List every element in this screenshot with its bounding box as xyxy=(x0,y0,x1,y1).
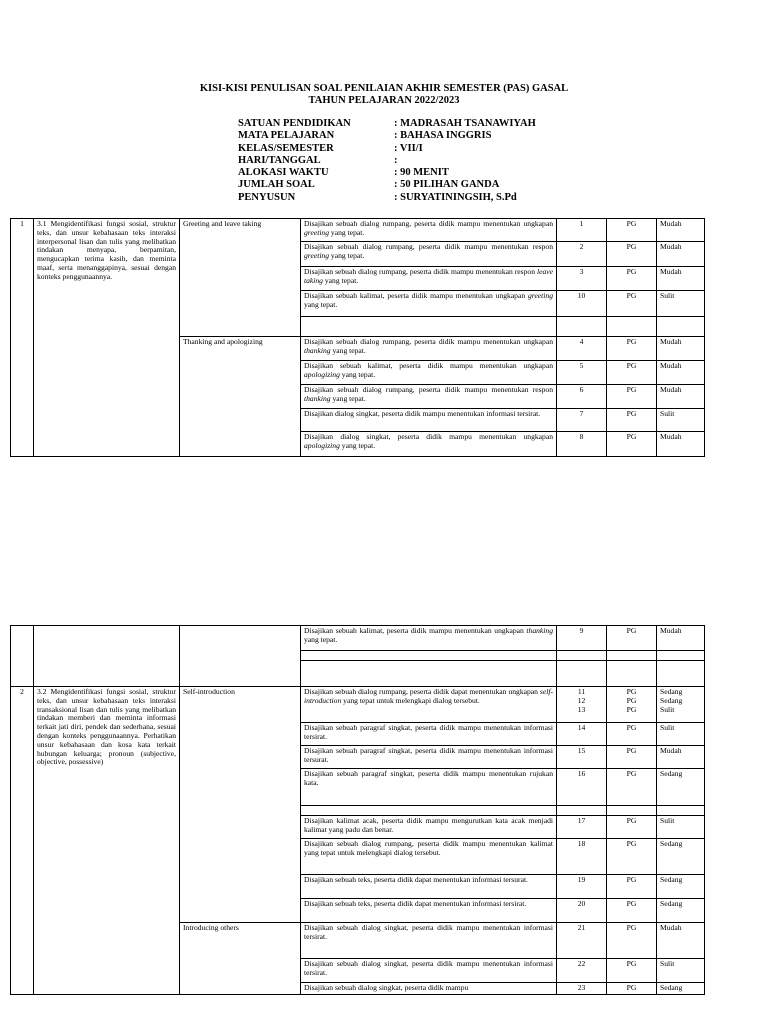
indikator-cell: Disajikan sebuah dialog rumpang, peserta didik mampu menentukan respon greeting yang tepat. xyxy=(301,242,557,267)
kompetensi-dasar: 3.1 Mengidentifikasi fungsi sosial, struktur teks, dan unsur kebahasaan teks interaksi interpersonal lisan dan tulis yang melibatkan tindakan menyapa, berpamitan, mengucapkan terima kasih, dan meminta maaf, serta menanggapinya, sesuai dengan konteks penggunaannya. xyxy=(34,219,180,457)
soal-number: 3 xyxy=(557,267,607,291)
bentuk-soal: PG xyxy=(607,983,657,995)
level-soal: Sulit xyxy=(657,409,705,432)
empty-cell xyxy=(557,806,607,816)
soal-number: 11 12 13 xyxy=(557,687,607,723)
empty-cell xyxy=(607,661,657,687)
empty-cell xyxy=(607,806,657,816)
header-label: JUMLAH SOAL xyxy=(238,179,315,191)
indikator-cell: Disajikan sebuah dialog rumpang, peserta didik mampu menentukan ungkapan thanking yang tepat. xyxy=(301,337,557,361)
level-soal: Mudah xyxy=(657,361,705,385)
header-label: KELAS/SEMESTER xyxy=(238,142,334,154)
level-soal: Sedang Sedang Sulit xyxy=(657,687,705,723)
indikator-cell: Disajikan sebuah teks, peserta didik dapat menentukan informasi tersurat. xyxy=(301,875,557,899)
empty-cell xyxy=(607,317,657,337)
header-field-kelas-semester xyxy=(238,143,536,155)
empty-cell xyxy=(557,661,607,687)
indikator-cell: Disajikan sebuah dialog singkat, peserta didik mampu xyxy=(301,983,557,995)
empty-cell xyxy=(557,317,607,337)
level-soal: Sulit xyxy=(657,816,705,839)
empty-cell xyxy=(301,651,557,661)
soal-number: 21 xyxy=(557,923,607,959)
empty-cell xyxy=(301,317,557,337)
soal-number: 8 xyxy=(557,432,607,457)
level-soal: Mudah xyxy=(657,385,705,409)
header-value: : 90 MENIT xyxy=(394,167,449,179)
bentuk-soal: PG xyxy=(607,409,657,432)
soal-number: 10 xyxy=(557,291,607,317)
soal-number: 7 xyxy=(557,409,607,432)
materi-introducing-others: Introducing others xyxy=(180,923,301,995)
indikator-cell: Disajikan sebuah dialog rumpang, peserta didik mampu menentukan respon thanking yang tepat. xyxy=(301,385,557,409)
indikator-cell: Disajikan sebuah teks, peserta didik dapat menentukan informasi tersirat. xyxy=(301,899,557,923)
header-value: : SURYATININGSIH, S.Pd xyxy=(394,191,517,203)
header-field-alokasi-waktu xyxy=(238,167,536,179)
soal-number: 19 xyxy=(557,875,607,899)
header-fields xyxy=(238,118,536,204)
indikator-cell: Disajikan sebuah paragraf singkat, peserta didik mampu menentukan informasi tersurat. xyxy=(301,746,557,769)
empty-cell xyxy=(301,661,557,687)
header-label: HARI/TANGGAL xyxy=(238,154,321,166)
level-soal: Mudah xyxy=(657,267,705,291)
level-soal: Sedang xyxy=(657,769,705,806)
empty-cell xyxy=(11,626,34,687)
bentuk-soal: PG xyxy=(607,723,657,746)
header-label: ALOKASI WAKTU xyxy=(238,167,329,179)
materi-thanking: Thanking and apologizing xyxy=(180,337,301,457)
bentuk-soal: PG xyxy=(607,337,657,361)
grid-table-2 xyxy=(10,625,705,995)
header-value: : MADRASAH TSANAWIYAH xyxy=(394,118,536,129)
soal-number: 5 xyxy=(557,361,607,385)
materi-self-introduction: Self-introduction xyxy=(180,687,301,923)
kompetensi-dasar: 3.2 Mengidentifikasi fungsi sosial, struktur teks, dan unsur kebahasaan teks interaksi transaksional lisan dan tulis yang melibatkan tindakan memberi dan meminta informasi terkait jati diri, pendek dan sederhana, sesuai dengan konteks penggunaannya. Perhatikan unsur kebahasaan dan kosa kata terkait hubungan keluarga; pronoun (subjective, objective, possessive) xyxy=(34,687,180,995)
soal-number: 14 xyxy=(557,723,607,746)
header-label: MATA PELAJARAN xyxy=(238,130,335,142)
bentuk-soal: PG xyxy=(607,923,657,959)
soal-number: 16 xyxy=(557,769,607,806)
empty-cell xyxy=(657,651,705,661)
bentuk-soal: PG PG PG xyxy=(607,687,657,723)
soal-number: 23 xyxy=(557,983,607,995)
header-value: : VII/I xyxy=(394,142,423,154)
bentuk-soal: PG xyxy=(607,361,657,385)
empty-cell xyxy=(34,626,180,687)
header-field-jumlah-soal xyxy=(238,179,536,191)
bentuk-soal: PG xyxy=(607,626,657,651)
level-soal: Mudah xyxy=(657,746,705,769)
header-field-penyusun xyxy=(238,192,536,204)
indikator-cell: Disajikan dialog singkat, peserta didik mampu menentukan ungkapan apologizing yang tepat. xyxy=(301,432,557,457)
bentuk-soal: PG xyxy=(607,432,657,457)
level-soal: Mudah xyxy=(657,242,705,267)
soal-number: 9 xyxy=(557,626,607,651)
header-value: : BAHASA INGGRIS xyxy=(394,130,492,142)
document-subtitle: TAHUN PELAJARAN 2022/2023 xyxy=(308,95,460,106)
soal-number: 20 xyxy=(557,899,607,923)
soal-number: 2 xyxy=(557,242,607,267)
soal-number: 4 xyxy=(557,337,607,361)
indikator-cell: Disajikan sebuah dialog singkat, peserta didik mampu menentukan informasi tersirat. xyxy=(301,923,557,959)
header-field-satuan-pendidikan xyxy=(238,118,536,130)
materi-greeting: Greeting and leave taking xyxy=(180,219,301,337)
empty-cell xyxy=(657,806,705,816)
level-soal: Mudah xyxy=(657,626,705,651)
level-soal: Sulit xyxy=(657,959,705,983)
header-field-hari-tanggal xyxy=(238,155,536,167)
soal-number: 1 xyxy=(557,219,607,242)
bentuk-soal: PG xyxy=(607,769,657,806)
soal-number: 17 xyxy=(557,816,607,839)
level-soal: Mudah xyxy=(657,432,705,457)
bentuk-soal: PG xyxy=(607,219,657,242)
row-number: 1 xyxy=(11,219,34,457)
indikator-cell: Disajikan kalimat acak, peserta didik mampu mengurutkan kata acak menjadi kalimat yang padu dan benar. xyxy=(301,816,557,839)
soal-number: 18 xyxy=(557,839,607,875)
level-soal: Sedang xyxy=(657,899,705,923)
document-title: KISI-KISI PENULISAN SOAL PENILAIAN AKHIR SEMESTER (PAS) GASAL xyxy=(199,83,569,94)
header-value: : 50 PILIHAN GANDA xyxy=(394,179,500,191)
indikator-cell: Disajikan sebuah kalimat, peserta didik mampu menentukan ungkapan thanking yang tepat. xyxy=(301,626,557,651)
table-row xyxy=(11,219,705,242)
level-soal: Mudah xyxy=(657,219,705,242)
indikator-cell: Disajikan dialog singkat, peserta didik mampu menentukan informasi tersirat. xyxy=(301,409,557,432)
empty-cell xyxy=(557,651,607,661)
empty-cell xyxy=(657,317,705,337)
bentuk-soal: PG xyxy=(607,291,657,317)
bentuk-soal: PG xyxy=(607,385,657,409)
empty-cell xyxy=(607,651,657,661)
header-value: : xyxy=(394,154,398,166)
level-soal: Sulit xyxy=(657,291,705,317)
row-number: 2 xyxy=(11,687,34,995)
header-label: PENYUSUN xyxy=(238,191,296,203)
level-soal: Sedang xyxy=(657,983,705,995)
indikator-cell: Disajikan sebuah paragraf singkat, peserta didik mampu menentukan informasi tersirat. xyxy=(301,723,557,746)
soal-number: 15 xyxy=(557,746,607,769)
bentuk-soal: PG xyxy=(607,839,657,875)
indikator-cell: Disajikan sebuah dialog rumpang, peserta didik mampu menentukan ungkapan greeting yang tepat. xyxy=(301,219,557,242)
header-field-mata-pelajaran xyxy=(238,130,536,142)
bentuk-soal: PG xyxy=(607,899,657,923)
soal-number: 6 xyxy=(557,385,607,409)
grid-table-1 xyxy=(10,218,705,457)
empty-cell xyxy=(301,806,557,816)
level-soal: Sedang xyxy=(657,875,705,899)
empty-cell xyxy=(657,661,705,687)
indikator-cell: Disajikan sebuah dialog rumpang, peserta didik mampu menentukan kalimat yang tepat untuk melengkapi dialog tersebut. xyxy=(301,839,557,875)
bentuk-soal: PG xyxy=(607,875,657,899)
indikator-cell: Disajikan sebuah dialog rumpang, peserta didik dapat menentukan ungkapan self-introduction yang tepat untuk melengkapi dialog tersebut. xyxy=(301,687,557,723)
header-label: SATUAN PENDIDIKAN xyxy=(238,118,351,129)
indikator-cell: Disajikan sebuah paragraf singkat, peserta didik mampu menentukan rujukan kata. xyxy=(301,769,557,806)
indikator-cell: Disajikan sebuah kalimat, peserta didik mampu menentukan ungkapan apologizing yang tepat. xyxy=(301,361,557,385)
table-row xyxy=(11,687,705,723)
bentuk-soal: PG xyxy=(607,816,657,839)
bentuk-soal: PG xyxy=(607,242,657,267)
level-soal: Mudah xyxy=(657,923,705,959)
level-soal: Mudah xyxy=(657,337,705,361)
soal-number: 22 xyxy=(557,959,607,983)
level-soal: Sulit xyxy=(657,723,705,746)
indikator-cell: Disajikan sebuah dialog singkat, peserta didik mampu menentukan informasi tersirat. xyxy=(301,959,557,983)
level-soal: Sedang xyxy=(657,839,705,875)
empty-cell xyxy=(180,626,301,687)
bentuk-soal: PG xyxy=(607,746,657,769)
bentuk-soal: PG xyxy=(607,959,657,983)
table-row xyxy=(11,626,705,651)
bentuk-soal: PG xyxy=(607,267,657,291)
indikator-cell: Disajikan sebuah dialog rumpang, peserta didik mampu menentukan respon leave taking yang tepat. xyxy=(301,267,557,291)
indikator-cell: Disajikan sebuah kalimat, peserta didik mampu menentukan ungkapan greeting yang tepat. xyxy=(301,291,557,317)
